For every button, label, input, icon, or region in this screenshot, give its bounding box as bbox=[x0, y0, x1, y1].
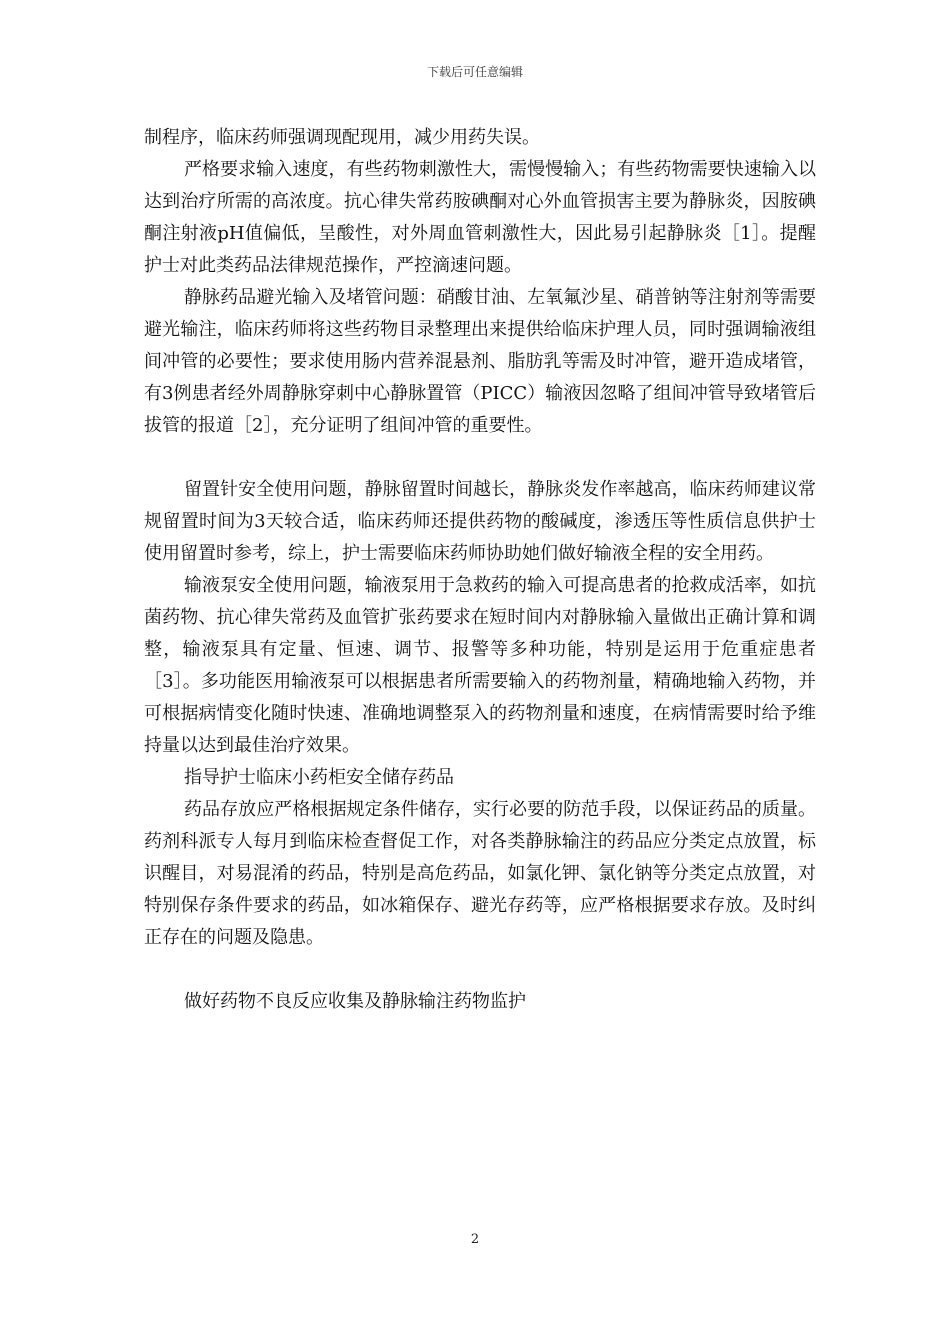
page-header: 下载后可任意编辑 bbox=[426, 65, 523, 79]
paragraph-spacer bbox=[144, 954, 816, 986]
paragraph-4: 留置针安全使用问题，静脉留置时间越长，静脉炎发作率越高，临床药师建议常规留置时间为3天较合适，临床药师还提供药物的酸碱度，渗透压等性质信息供护士使用留置时参考，综上，护士需要临床药师协助她们做好输液全程的安全用药。 bbox=[144, 479, 816, 564]
section-heading-cabinet: 指导护士临床小药柜安全储存药品 bbox=[184, 767, 454, 788]
paragraph-5: 输液泵安全使用问题，输液泵用于急救药的输入可提高患者的抢救成活率，如抗菌药物、抗心律失常药及血管扩张药要求在短时间内对静脉输入量做出正确计算和调整，输液泵具有定量、恒速、调节、报警等多种功能，特别是运用于危重症患者［3］。多功能医用输液泵可以根据患者所需要输入的药物剂量，精确地输入药物，并可根据病情变化随时快速、准确地调整泵入的药物剂量和速度，在病情需要时给予维持量以达到最佳治疗效果。 bbox=[144, 575, 816, 756]
paragraph-1: 制程序，临床药师强调现配现用，减少用药失误。 bbox=[144, 127, 540, 148]
page-number: 2 bbox=[470, 1232, 480, 1247]
paragraph-2: 严格要求输入速度，有些药物刺激性大，需慢慢输入；有些药物需要快速输入以达到治疗所需的高浓度。抗心律失常药胺碘酮对心外血管损害主要为静脉炎，因胺碘酮注射液pH值偏低，呈酸性，对外周血管刺激性大，因此易引起静脉炎［1］。提醒护士对此类药品法律规范操作，严控滴速问题。 bbox=[144, 159, 816, 276]
section-heading-adverse-reaction: 做好药物不良反应收集及静脉输注药物监护 bbox=[184, 991, 526, 1012]
paragraph-3: 静脉药品避光输入及堵管问题：硝酸甘油、左氧氟沙星、硝普钠等注射剂等需要避光输注，临床药师将这些药物目录整理出来提供给临床护理人员，同时强调输液组间冲管的必要性；要求使用肠内营养混悬剂、脂肪乳等需及时冲管，避开造成堵管，有3例患者经外周静脉穿刺中心静脉置管（PICC）输液因忽略了组间冲管导致堵管后拔管的报道［2］，充分证明了组间冲管的重要性。 bbox=[144, 287, 816, 436]
paragraph-7: 药品存放应严格根据规定条件储存，实行必要的防范手段，以保证药品的质量。药剂科派专人每月到临床检查督促工作，对各类静脉输注的药品应分类定点放置，标识醒目，对易混淆的药品，特别是高危药品，如氯化钾、氯化钠等分类定点放置，对特别保存条件要求的药品，如冰箱保存、避光存药等，应严格根据要求存放。及时纠正存在的问题及隐患。 bbox=[144, 799, 816, 948]
paragraph-spacer bbox=[144, 442, 816, 474]
document-body bbox=[144, 122, 816, 1018]
